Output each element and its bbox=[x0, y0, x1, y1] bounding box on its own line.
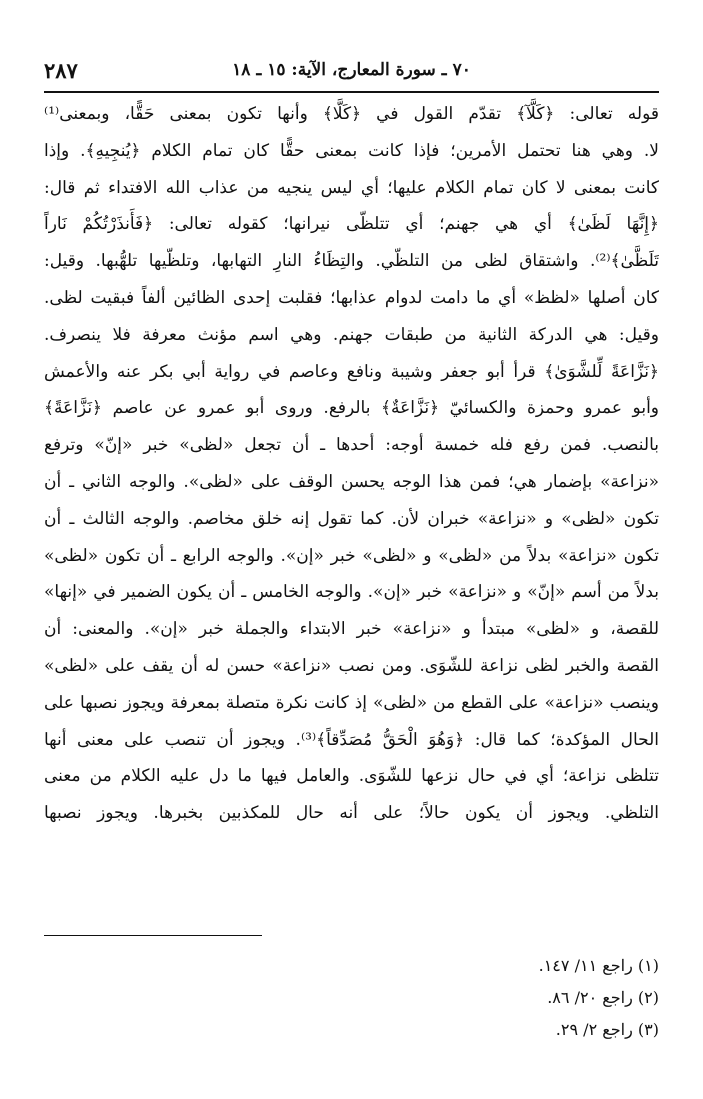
text-line: لا. وهي هنا تحتمل الأمرين؛ فإذا كانت بمعنى حقًّا كان تمام الكلام ﴿يُنجِيهِ﴾. وإذا bbox=[44, 140, 659, 161]
running-title: ٧٠ ـ سورة المعارج، الآية: ١٥ ـ ١٨ bbox=[232, 60, 471, 80]
page-number: ٢٨٧ bbox=[44, 58, 78, 83]
footnote-item: (١) راجع ١١/ ١٤٧. bbox=[538, 956, 659, 975]
text-line: قوله تعالى: ﴿كَلَّآ﴾ تقدّم القول في ﴿كَلَّا﴾ وأنها تكون بمعنى حَقًّا، وبمعنى⁽¹⁾ bbox=[44, 104, 659, 124]
footnotes bbox=[44, 950, 659, 1046]
footnote-item: (٣) راجع ٢/ ٢٩. bbox=[555, 1020, 659, 1039]
text-line: بالنصب. فمن رفع فله خمسة أوجه: أحدها ـ أن تجعل «لظى» خبر «إنّ» وترفع bbox=[44, 435, 659, 456]
text-line: وقيل: هي الدركة الثانية من طبقات جهنم. وهي اسم مؤنث معرفة فلا ينصرف. bbox=[44, 324, 659, 345]
text-line: تَلَظَّىٰ﴾⁽²⁾. واشتقاق لظى من التلظّي. والتِظَاءُ النارِ التهابها، وتلظّيها تلهُّبها. وقيل: bbox=[44, 251, 659, 272]
text-line: القصة والخبر لظى نزاعة للشّوَى. ومن نصب «نزاعة» حسن له أن يقف على «لظى» bbox=[44, 655, 659, 676]
text-line: «نزاعة» بإضمار هي؛ فمن هذا الوجه يحسن الوقف على «لظى». والوجه الثاني ـ أن bbox=[44, 471, 659, 492]
page-header bbox=[44, 58, 659, 92]
text-line: للقصة، و «لظى» مبتدأ و «نزاعة» خبر الابتداء والجملة خبر «إن». والمعنى: أن bbox=[44, 619, 659, 640]
text-line: تكون «لظى» و «نزاعة» خبران لأن. كما تقول إنه خلق مخاصم. والوجه الثالث ـ أن bbox=[44, 508, 659, 529]
text-line: كان أصلها «لظظ» أي ما دامت لدوام عذابها؛ فقلبت إحدى الظائين ألفاً فبقيت لظى. bbox=[44, 287, 659, 308]
text-line: التلظي. ويجوز أن يكون حالاً؛ على أنه حال للمكذبين بخبرها. ويجوز نصبها bbox=[44, 803, 659, 824]
text-line: ﴿إِنَّهَا لَظَىٰ﴾ أي هي جهنم؛ أي تتلظّى نيرانها؛ كقوله تعالى: ﴿فَأَنذَرْتُكُمْ نَاراً bbox=[44, 214, 659, 235]
footnote-divider bbox=[44, 935, 262, 936]
body-text bbox=[44, 96, 659, 876]
header-divider bbox=[44, 91, 659, 93]
text-line: ﴿نَزَّاعَةً لِّلشَّوَىٰ﴾ قرأ أبو جعفر وشيبة ونافع وعاصم في رواية أبي بكر عنه والأعمش bbox=[44, 361, 659, 382]
text-line: وينصب «نزاعة» على القطع من «لظى» إذ كانت نكرة متصلة بمعرفة ويجوز نصبها على bbox=[44, 692, 659, 713]
text-line: وأبو عمرو وحمزة والكسائيّ ﴿نَزَّاعَةٌ﴾ بالرفع. وروى أبو عمرو عن عاصم ﴿نَزَّاعَةً﴾ bbox=[44, 398, 659, 419]
text-line: الحال المؤكدة؛ كما قال: ﴿وَهُوَ الْحَقُّ مُصَدِّقاً﴾⁽³⁾. ويجوز أن تنصب على معنى أنها bbox=[44, 729, 659, 750]
footnote-item: (٢) راجع ٢٠/ ٨٦. bbox=[547, 988, 659, 1007]
text-line: تكون «نزاعة» بدلاً من «لظى» و «لظى» خبر «إن». والوجه الرابع ـ أن تكون «لظى» bbox=[44, 545, 659, 566]
text-line: كانت بمعنى لا كان تمام الكلام عليها؛ أي ليس ينجيه من عذاب الله الافتداء ثم قال: bbox=[44, 177, 659, 198]
text-line: تتلظى نزاعة؛ أي في حال نزعها للشّوَى. والعامل فيها ما دل عليه الكلام من معنى bbox=[44, 766, 659, 787]
text-line: بدلاً من أسم «إنّ» و «نزاعة» خبر «إن». والوجه الخامس ـ أن يكون الضمير في «إنها» bbox=[44, 582, 659, 603]
